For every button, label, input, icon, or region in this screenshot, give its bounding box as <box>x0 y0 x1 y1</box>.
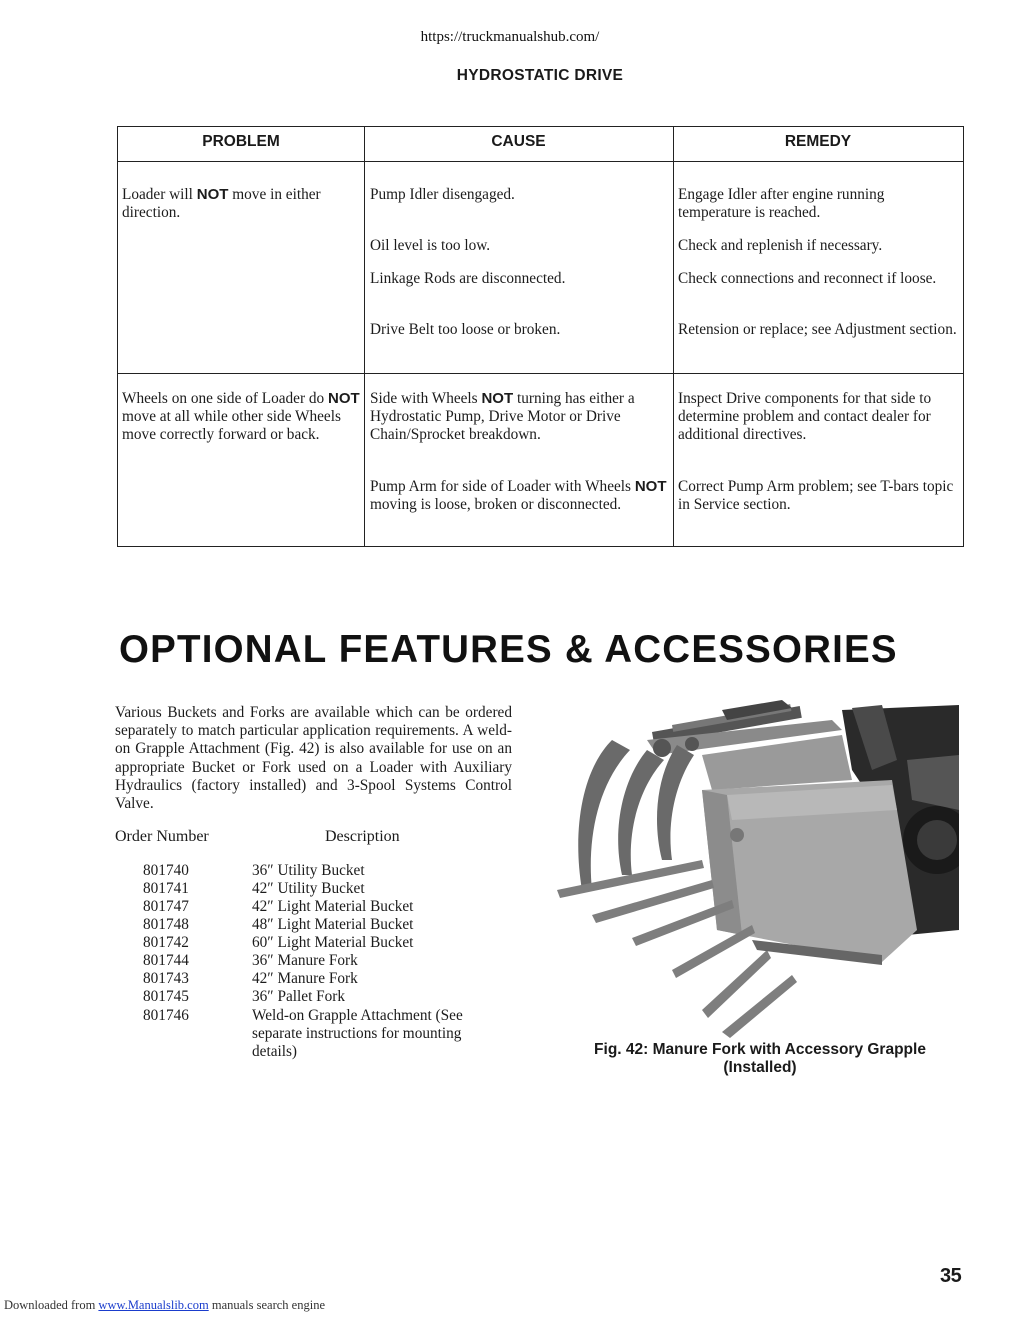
header-url: https://truckmanualshub.com/ <box>420 29 600 45</box>
footer-suffix: manuals search engine <box>208 1298 325 1312</box>
table-divider <box>673 127 674 546</box>
footer-prefix: Downloaded from <box>4 1298 99 1312</box>
order-number: 801746 <box>143 1007 189 1024</box>
cause-cell: Oil level is too low. <box>370 237 491 254</box>
order-description: 36″ Pallet Fork <box>252 988 346 1005</box>
remedy-cell: Correct Pump Arm problem; see T-bars topic in Service section. <box>678 478 954 514</box>
remedy-cell: Check connections and reconnect if loose. <box>678 270 937 287</box>
figure-caption-line: (Installed) <box>723 1059 797 1076</box>
cause-cell: Pump Idler disengaged. <box>370 186 515 203</box>
cause-cell: Linkage Rods are disconnected. <box>370 270 566 287</box>
order-description: 42″ Manure Fork <box>252 970 358 987</box>
remedy-cell: Check and replenish if necessary. <box>678 237 883 254</box>
description-header: Description <box>325 828 400 845</box>
intro-paragraph: Various Buckets and Forks are available which can be ordered separately to match particular application requirements. A weld-on Grapple Attachment (Fig. 42) is also available for use on an appropriate Bucket or Fork used on a Loader with Auxiliary Hydraulics (factory installed) and 3-Spool Systems Control Valve. <box>115 704 512 813</box>
page-number: 35 <box>940 1265 962 1287</box>
order-description: 48″ Light Material Bucket <box>252 916 414 933</box>
table-divider <box>118 161 963 162</box>
remedy-cell: Inspect Drive components for that side to determine problem and contact dealer for additional directives. <box>678 390 932 444</box>
order-number: 801743 <box>143 970 189 987</box>
order-number: 801745 <box>143 988 189 1005</box>
remedy-cell: Retension or replace; see Adjustment section. <box>678 321 957 338</box>
features-heading: OPTIONAL FEATURES & ACCESSORIES <box>119 628 898 671</box>
order-description: 36″ Utility Bucket <box>252 862 365 879</box>
order-description: 42″ Light Material Bucket <box>252 898 414 915</box>
order-number: 801742 <box>143 934 189 951</box>
table-divider <box>364 127 365 546</box>
table-divider <box>118 373 963 374</box>
order-number-header: Order Number <box>115 828 209 845</box>
figure-caption-line: Fig. 42: Manure Fork with Accessory Grapple <box>594 1041 926 1058</box>
troubleshooting-table <box>117 126 964 547</box>
problem-cell: Wheels on one side of Loader do NOT move at all while other side Wheels move correctly forward or back. <box>122 390 360 444</box>
order-number: 801741 <box>143 880 189 897</box>
order-number: 801747 <box>143 898 189 915</box>
figure-caption <box>560 1041 960 1077</box>
cause-cell: Drive Belt too loose or broken. <box>370 321 561 338</box>
remedy-cell: Engage Idler after engine running temperature is reached. <box>678 186 885 222</box>
order-description: Weld-on Grapple Attachment (See separate instructions for mounting details) <box>252 1007 463 1061</box>
cause-cell: Side with Wheels NOT turning has either a Hydrostatic Pump, Drive Motor or Drive Chain/Sprocket breakdown. <box>370 390 635 444</box>
manure-fork-grapple-photo <box>552 700 959 1038</box>
order-number: 801748 <box>143 916 189 933</box>
column-header-cause: CAUSE <box>491 133 546 150</box>
section-title: HYDROSTATIC DRIVE <box>456 67 624 84</box>
column-header-remedy: REMEDY <box>784 133 852 150</box>
problem-cell: Loader will NOT move in either direction. <box>122 186 321 222</box>
order-number: 801744 <box>143 952 189 969</box>
footer <box>4 1298 325 1313</box>
cause-cell: Pump Arm for side of Loader with Wheels NOT moving is loose, broken or disconnected. <box>370 478 667 514</box>
order-description: 60″ Light Material Bucket <box>252 934 414 951</box>
order-description: 42″ Utility Bucket <box>252 880 365 897</box>
order-number: 801740 <box>143 862 189 879</box>
manualslib-link[interactable]: www.Manualslib.com <box>98 1298 209 1312</box>
column-header-problem: PROBLEM <box>202 133 280 150</box>
order-description: 36″ Manure Fork <box>252 952 358 969</box>
